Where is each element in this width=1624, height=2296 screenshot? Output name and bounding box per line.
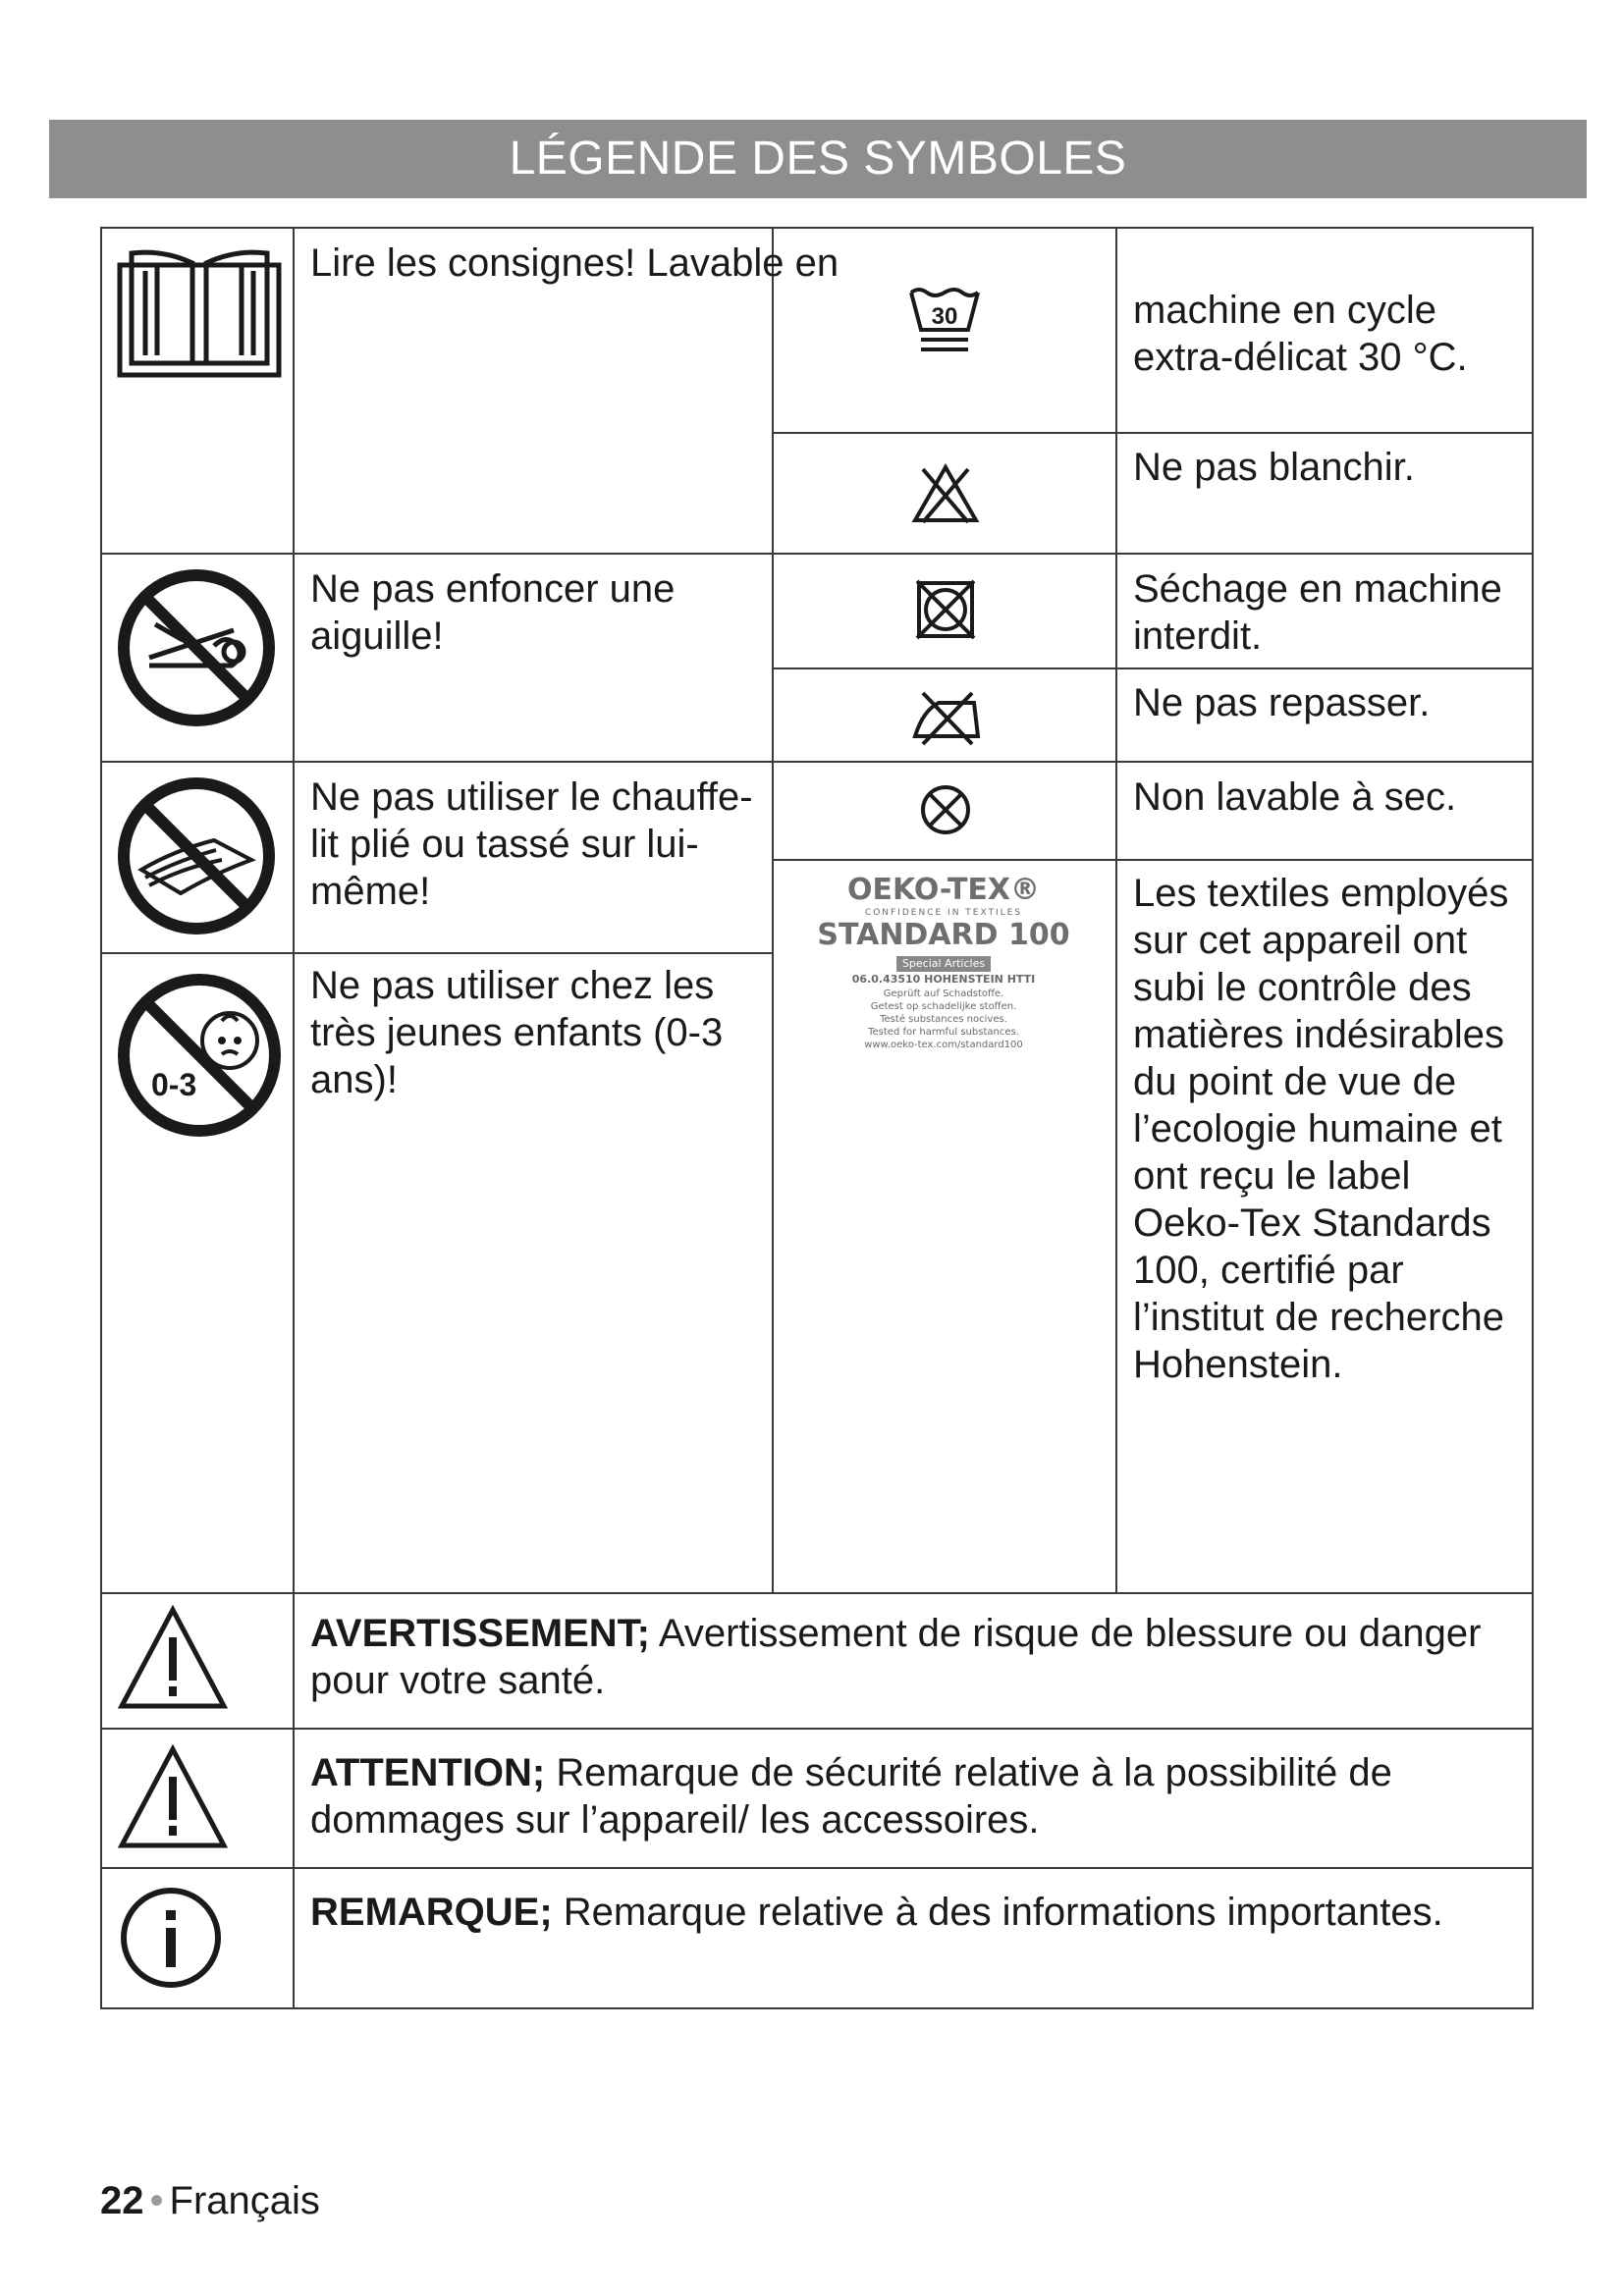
- oeko-tex-label: [782, 874, 1106, 1109]
- note-label: REMARQUE;: [310, 1891, 553, 1934]
- oeko-line: Testé substances nocives.: [880, 1014, 1007, 1025]
- oeko-line: Getest op schadelijke stoffen.: [870, 1001, 1017, 1012]
- wash-30-icon: [907, 285, 982, 359]
- footer-language: Français: [169, 2179, 320, 2222]
- warning-label: AVERTISSEMENT;: [310, 1612, 650, 1655]
- oeko-brand: OEKO-TEX®: [846, 873, 1041, 907]
- warning-notice: [310, 1610, 1518, 1704]
- divider: [100, 553, 1534, 555]
- divider: [100, 1592, 1534, 1594]
- divider: [772, 432, 1534, 434]
- no-iron-text: Ne pas repasser.: [1133, 681, 1431, 724]
- no-needle-text: Ne pas enfoncer une aiguille!: [310, 567, 676, 658]
- divider: [772, 859, 1534, 861]
- no-bleach-icon: [911, 461, 980, 526]
- caution-text: Remarque de sécurité relative à la possibilité de dommages sur l’appareil/ les accessoires.: [310, 1751, 1392, 1842]
- divider: [100, 1867, 1534, 1869]
- no-needle-icon: [116, 567, 277, 728]
- page-number: 22: [100, 2179, 144, 2222]
- warning-icon: [116, 1604, 230, 1714]
- oeko-certificate: 06.0.43510 HOHENSTEIN HTTI: [851, 973, 1036, 986]
- no-tumble-dry-icon: [913, 577, 978, 642]
- divider: [772, 667, 1534, 669]
- no-bleach-text: Ne pas blanchir.: [1133, 446, 1415, 489]
- oeko-tagline: CONFIDENCE IN TEXTILES: [864, 908, 1023, 918]
- divider: [100, 952, 774, 954]
- book-icon: [116, 245, 283, 383]
- caution-label: ATTENTION;: [310, 1751, 546, 1794]
- read-instructions-text: Lire les consignes! Lavable en: [310, 241, 839, 285]
- no-tumble-dry-text: Séchage en machine interdit.: [1133, 567, 1502, 658]
- wash-30-text: machine en cycle extra-délicat 30 °C.: [1133, 289, 1468, 379]
- no-iron-icon: [909, 687, 984, 746]
- no-dry-clean-text: Non lavable à sec.: [1133, 775, 1457, 819]
- no-folded-icon: [116, 775, 277, 936]
- no-dry-clean-icon: [919, 783, 972, 836]
- no-folded-text: Ne pas utiliser le chauffe-lit plié ou tassé sur lui-même!: [310, 775, 753, 913]
- oeko-line: Geprüft auf Schadstoffe.: [883, 988, 1004, 999]
- caution-notice: [310, 1749, 1518, 1843]
- no-children-text: Ne pas utiliser chez les très jeunes enfants (0-3 ans)!: [310, 964, 724, 1101]
- oeko-line: Tested for harmful substances.: [868, 1027, 1019, 1038]
- divider: [293, 227, 295, 2009]
- no-children-badge: 0-3: [151, 1067, 197, 1102]
- note-notice: [310, 1889, 1518, 1936]
- caution-icon: [116, 1743, 230, 1853]
- info-icon: [118, 1885, 224, 1991]
- no-children-icon: [116, 972, 283, 1139]
- oeko-tex-text: Les textiles employés sur cet appareil ont subi le contrôle des matières indésirables du point de vue de l’ecologie humaine et ont reçu le label Oeko-Tex Standards 100, certifié par l’institut de recherche Hohenstein.: [1133, 872, 1509, 1386]
- divider: [100, 1728, 1534, 1730]
- warning-text: Avertissement de risque de blessure ou danger pour votre santé.: [310, 1612, 1482, 1702]
- page-footer: [100, 2177, 320, 2224]
- oeko-line: www.oeko-tex.com/standard100: [864, 1040, 1023, 1050]
- wash-30-label: 30: [931, 303, 958, 330]
- oeko-standard: STANDARD 100: [817, 918, 1070, 952]
- divider: [100, 761, 1534, 763]
- oeko-category: Special Articles: [896, 956, 991, 972]
- note-text: Remarque relative à des informations importantes.: [552, 1891, 1443, 1934]
- page-title: LÉGENDE DES SYMBOLES: [49, 120, 1587, 198]
- footer-separator: •: [149, 2179, 164, 2222]
